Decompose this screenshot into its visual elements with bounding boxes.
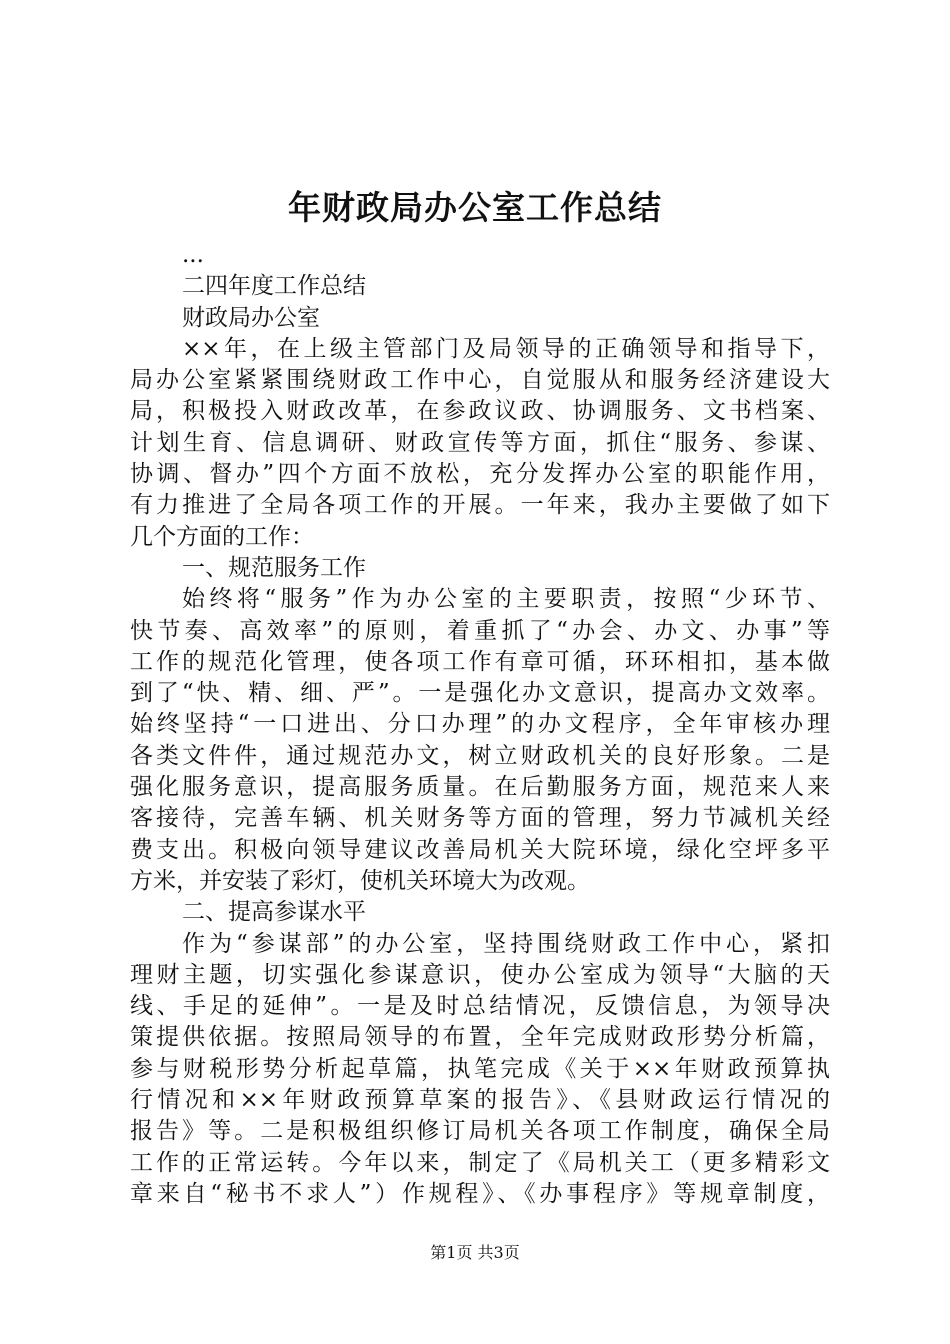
paragraph-line: 协调、督办”四个方面不放松，充分发挥办公室的职能作用， bbox=[130, 461, 830, 488]
paragraph-line: 行情况和××年财政预算草案的报告》、《县财政运行情况的 bbox=[130, 1087, 830, 1114]
paragraph-line: 计划生育、信息调研、财政宣传等方面，抓住“服务、参谋、 bbox=[130, 429, 830, 456]
paragraph-line: 一、规范服务工作 bbox=[182, 554, 366, 581]
document-title: 年财政局办公室工作总结 bbox=[288, 188, 662, 227]
paragraph-line: 二四年度工作总结 bbox=[182, 273, 366, 300]
page-footer: 第1页 共3页 bbox=[430, 1243, 520, 1262]
paragraph-line: 章来自“秘书不求人”）作规程》、《办事程序》等规章制度， bbox=[130, 1180, 830, 1207]
paragraph-line: 二、提高参谋水平 bbox=[182, 899, 366, 926]
paragraph-line: 各类文件件，通过规范办文，树立财政机关的良好形象。二是 bbox=[130, 742, 830, 769]
paragraph-line: 局办公室紧紧围绕财政工作中心，自觉服从和服务经济建设大 bbox=[130, 367, 830, 394]
paragraph-line: 局，积极投入财政改革，在参政议政、协调服务、文书档案、 bbox=[130, 398, 830, 425]
paragraph-line: 工作的规范化管理，使各项工作有章可循，环环相扣，基本做 bbox=[130, 648, 830, 675]
paragraph-line: 方米，并安装了彩灯，使机关环境大为改观。 bbox=[130, 867, 590, 894]
paragraph-line: 费支出。积极向领导建议改善局机关大院环境，绿化空坪多平 bbox=[130, 836, 830, 863]
paragraph-line: 几个方面的工作： bbox=[130, 523, 314, 550]
paragraph-line: 作为“参谋部”的办公室，坚持围绕财政工作中心，紧扣 bbox=[182, 930, 830, 957]
paragraph-line: 有力推进了全局各项工作的开展。一年来，我办主要做了如下 bbox=[130, 492, 830, 519]
paragraph-line: 快节奏、高效率”的原则，着重抓了“办会、办文、办事”等 bbox=[130, 617, 830, 644]
paragraph-line: 到了“快、精、细、严”。一是强化办文意识，提高办文效率。 bbox=[130, 680, 830, 707]
paragraph-line: 财政局办公室 bbox=[182, 304, 320, 331]
paragraph-line: 始终坚持“一口进出、分口办理”的办文程序，全年审核办理 bbox=[130, 711, 830, 738]
paragraph-line: 策提供依据。按照局领导的布置，全年完成财政形势分析篇， bbox=[130, 1024, 830, 1051]
paragraph-line: 强化服务意识，提高服务质量。在后勤服务方面，规范来人来 bbox=[130, 774, 830, 801]
paragraph-line: 参与财税形势分析起草篇，执笔完成《关于××年财政预算执 bbox=[130, 1055, 830, 1082]
paragraph-line: 线、手足的延伸”。一是及时总结情况，反馈信息，为领导决 bbox=[130, 993, 830, 1020]
paragraph-line: 客接待，完善车辆、机关财务等方面的管理，努力节减机关经 bbox=[130, 805, 830, 832]
paragraph-line: 始终将“服务”作为办公室的主要职责，按照“少环节、 bbox=[182, 586, 830, 613]
paragraph-line: ××年，在上级主管部门及局领导的正确领导和指导下， bbox=[182, 335, 830, 362]
paragraph-line: 理财主题，切实强化参谋意识，使办公室成为领导“大脑的天 bbox=[130, 961, 830, 988]
paragraph-line: 工作的正常运转。今年以来，制定了《局机关工（更多精彩文 bbox=[130, 1149, 830, 1176]
document-body bbox=[130, 240, 830, 1210]
paragraph-line: 报告》等。二是积极组织修订局机关各项工作制度，确保全局 bbox=[130, 1118, 830, 1145]
paragraph-line: ... bbox=[182, 242, 204, 268]
